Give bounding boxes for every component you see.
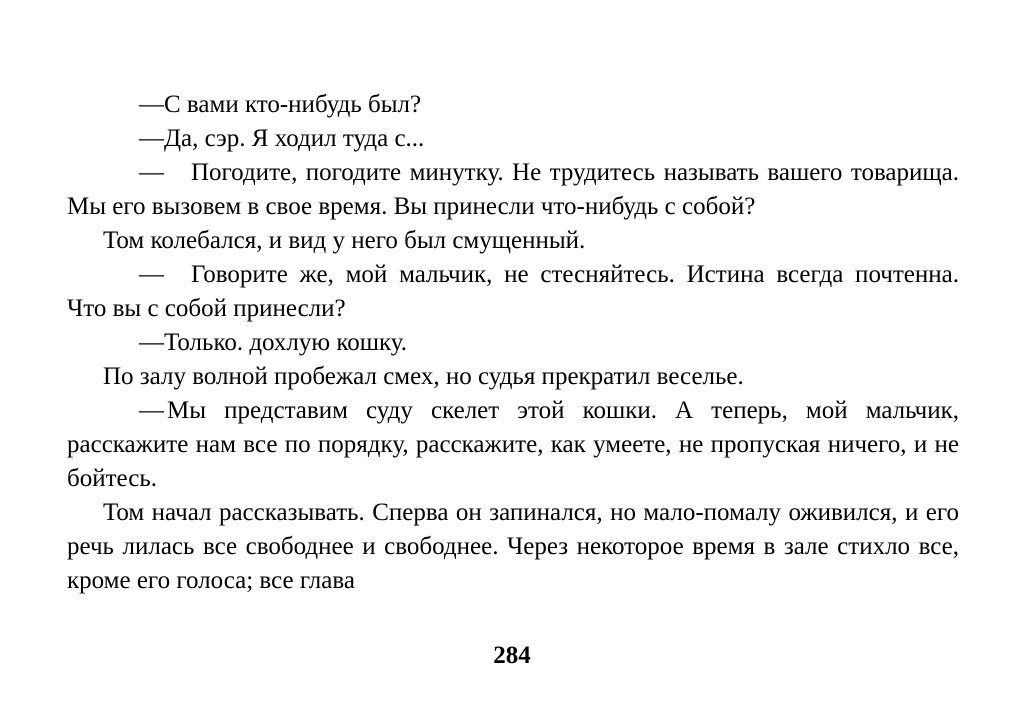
page-text [67, 88, 959, 598]
paragraph-text: С вами кто-нибудь был? [164, 91, 422, 118]
paragraph-2 [67, 122, 959, 156]
paragraph-text: Говорите же, мой мальчик, не стесняйтесь. Истина всегда почтенна. Что вы с собой принесли? [67, 261, 959, 322]
paragraph-text: Погодите, погодите минутку. Не трудитесь называть вашего товарища. Мы его вызовем в свое время. Вы принесли что-нибудь с собой? [67, 159, 959, 220]
paragraph-text: Да, сэр. Я ходил туда с... [164, 125, 425, 152]
paragraph-5 [67, 258, 959, 326]
paragraph-3 [67, 156, 959, 224]
paragraph-8 [67, 394, 959, 496]
paragraph-text: Только. дохлую кошку. [164, 329, 407, 356]
paragraph-text: Мы представим суду скелет этой кошки. А теперь, мой мальчик, расскажите нам все по порядку, расскажите, как умеете, не пропуская ничего, и не бойтесь. [67, 397, 959, 492]
paragraph-7 [67, 360, 959, 394]
paragraph-6 [67, 326, 959, 360]
dialogue-dash: — [139, 159, 164, 186]
dialogue-dash: — [139, 91, 164, 118]
paragraph-text: Том начал рассказывать. Сперва он запинался, но мало-помалу оживился, и его речь лилась все свободнее и свободнее. Через некоторое время в зале стихло все, кроме его голоса; все глава [67, 499, 959, 594]
paragraph-9 [67, 496, 959, 598]
dialogue-dash: — [139, 261, 164, 288]
paragraph-4 [67, 224, 959, 258]
paragraph-text: Том колебался, и вид у него был смущенный. [103, 227, 586, 254]
paragraph-1 [67, 88, 959, 122]
page-number: 284 [493, 642, 531, 669]
dialogue-dash: — [139, 125, 164, 152]
dialogue-dash: — [139, 329, 164, 356]
paragraph-text: По залу волной пробежал смех, но судья прекратил веселье. [103, 363, 744, 390]
dialogue-dash: — [139, 397, 164, 424]
